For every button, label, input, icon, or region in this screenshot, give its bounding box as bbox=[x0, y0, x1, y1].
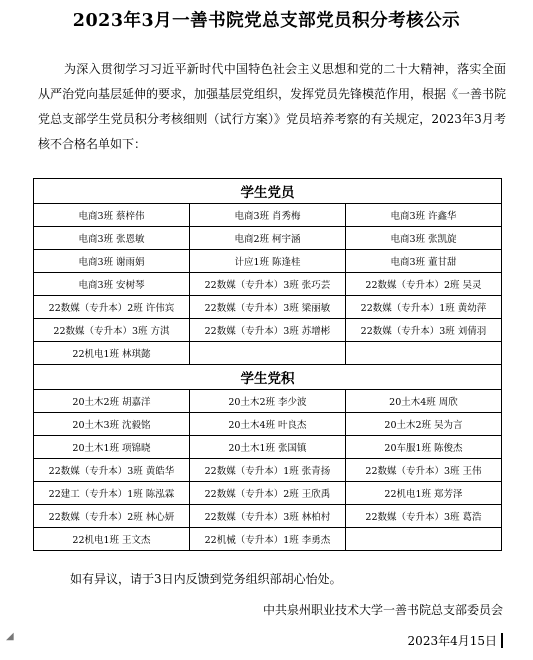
member-cell: 22数媒（专升本）3班 苏增彬 bbox=[189, 319, 345, 342]
member-cell: 22数媒（专升本）3班 方淇 bbox=[34, 319, 190, 342]
table-row bbox=[34, 528, 502, 551]
member-cell: 22数媒（专升本）1班 黄幼萍 bbox=[345, 296, 501, 319]
member-cell: 22数媒（专升本）3班 黄皓华 bbox=[34, 459, 190, 482]
member-cell: 22机电1班 郑芳泽 bbox=[345, 482, 501, 505]
table-row bbox=[34, 273, 502, 296]
section-heading: 学生党积 bbox=[34, 365, 502, 390]
disqualified-list-table bbox=[33, 178, 502, 551]
table-row bbox=[34, 319, 502, 342]
issue-date-line bbox=[408, 632, 503, 649]
member-cell bbox=[189, 342, 345, 365]
member-cell: 22数媒（专升本）3班 张巧芸 bbox=[189, 273, 345, 296]
member-cell: 22数媒（专升本）1班 张青扬 bbox=[189, 459, 345, 482]
text-cursor bbox=[501, 633, 503, 648]
table-body bbox=[34, 179, 502, 551]
table-row bbox=[34, 342, 502, 365]
member-cell: 20土木4班 叶良杰 bbox=[189, 413, 345, 436]
table-row bbox=[34, 227, 502, 250]
member-cell: 电商3班 安树琴 bbox=[34, 273, 190, 296]
page-title: 2023年3月一善书院党总支部党员积分考核公示 bbox=[72, 11, 461, 31]
member-cell: 20土木2班 胡嘉洋 bbox=[34, 390, 190, 413]
member-cell: 20土木2班 李少波 bbox=[189, 390, 345, 413]
member-cell: 20土木4班 周欣 bbox=[345, 390, 501, 413]
member-cell: 电商2班 柯宇涵 bbox=[189, 227, 345, 250]
member-cell: 电商3班 张凯旋 bbox=[345, 227, 501, 250]
member-cell: 电商3班 张恩敏 bbox=[34, 227, 190, 250]
section-header-row bbox=[34, 365, 502, 390]
member-cell: 电商3班 许鑫华 bbox=[345, 204, 501, 227]
issue-date: 2023年4月15日 bbox=[407, 634, 497, 648]
member-cell: 22数媒（专升本）3班 梁丽敏 bbox=[189, 296, 345, 319]
member-cell: 22机电1班 王文杰 bbox=[34, 528, 190, 551]
member-cell: 电商3班 肖秀梅 bbox=[189, 204, 345, 227]
member-cell: 20土木1班 张国镇 bbox=[189, 436, 345, 459]
table-row bbox=[34, 296, 502, 319]
member-cell: 22数媒（专升本）2班 王欣禹 bbox=[189, 482, 345, 505]
member-cell: 22机电1班 林琪懿 bbox=[34, 342, 190, 365]
issuing-organization: 中共泉州职业技术大学一善书院总支部委员会 bbox=[262, 603, 503, 617]
member-cell: 电商3班 蔡梓伟 bbox=[34, 204, 190, 227]
member-cell: 22数媒（专升本）3班 葛浩 bbox=[345, 505, 501, 528]
member-cell: 20土木1班 项锦晓 bbox=[34, 436, 190, 459]
corner-mark-icon: ◢ bbox=[6, 631, 14, 642]
section-header-row bbox=[34, 179, 502, 204]
member-cell: 20车服1班 陈俊杰 bbox=[345, 436, 501, 459]
member-cell: 22数媒（专升本）3班 林柏村 bbox=[189, 505, 345, 528]
intro-paragraph: 为深入贯彻学习习近平新时代中国特色社会主义思想和党的二十大精神，落实全面从严治党向基层延伸的要求，加强基层党组织，发挥党员先锋模范作用，根据《一善书院党总支部学生党员积分考核细则（试行方案）》党员培养考察的有关规定，2023年3月考核不合格名单如下： bbox=[38, 62, 507, 151]
table-row bbox=[34, 436, 502, 459]
objection-note: 如有异议，请于3日内反馈到党务组织部胡心怡处。 bbox=[70, 572, 342, 586]
member-cell: 20土木2班 吴为言 bbox=[345, 413, 501, 436]
member-cell: 电商3班 董甘甜 bbox=[345, 250, 501, 273]
table-row bbox=[34, 204, 502, 227]
table-row bbox=[34, 413, 502, 436]
member-cell: 20土木3班 沈毅铭 bbox=[34, 413, 190, 436]
member-cell bbox=[345, 342, 501, 365]
table-row bbox=[34, 459, 502, 482]
member-cell: 22机械（专升本）1班 李勇杰 bbox=[189, 528, 345, 551]
member-cell bbox=[345, 528, 501, 551]
member-cell: 22数媒（专升本）2班 许伟宾 bbox=[34, 296, 190, 319]
table-row bbox=[34, 390, 502, 413]
member-cell: 22数媒（专升本）2班 林心妍 bbox=[34, 505, 190, 528]
member-cell: 计应1班 陈逢桂 bbox=[189, 250, 345, 273]
member-cell: 22数媒（专升本）2班 吴灵 bbox=[345, 273, 501, 296]
table-row bbox=[34, 250, 502, 273]
table-row bbox=[34, 482, 502, 505]
member-cell: 电商3班 谢雨娟 bbox=[34, 250, 190, 273]
table-row bbox=[34, 505, 502, 528]
member-cell: 22数媒（专升本）3班 王伟 bbox=[345, 459, 501, 482]
section-heading: 学生党员 bbox=[34, 179, 502, 204]
member-cell: 22建工（专升本）1班 陈泓霖 bbox=[34, 482, 190, 505]
member-cell: 22数媒（专升本）3班 刘倩羽 bbox=[345, 319, 501, 342]
